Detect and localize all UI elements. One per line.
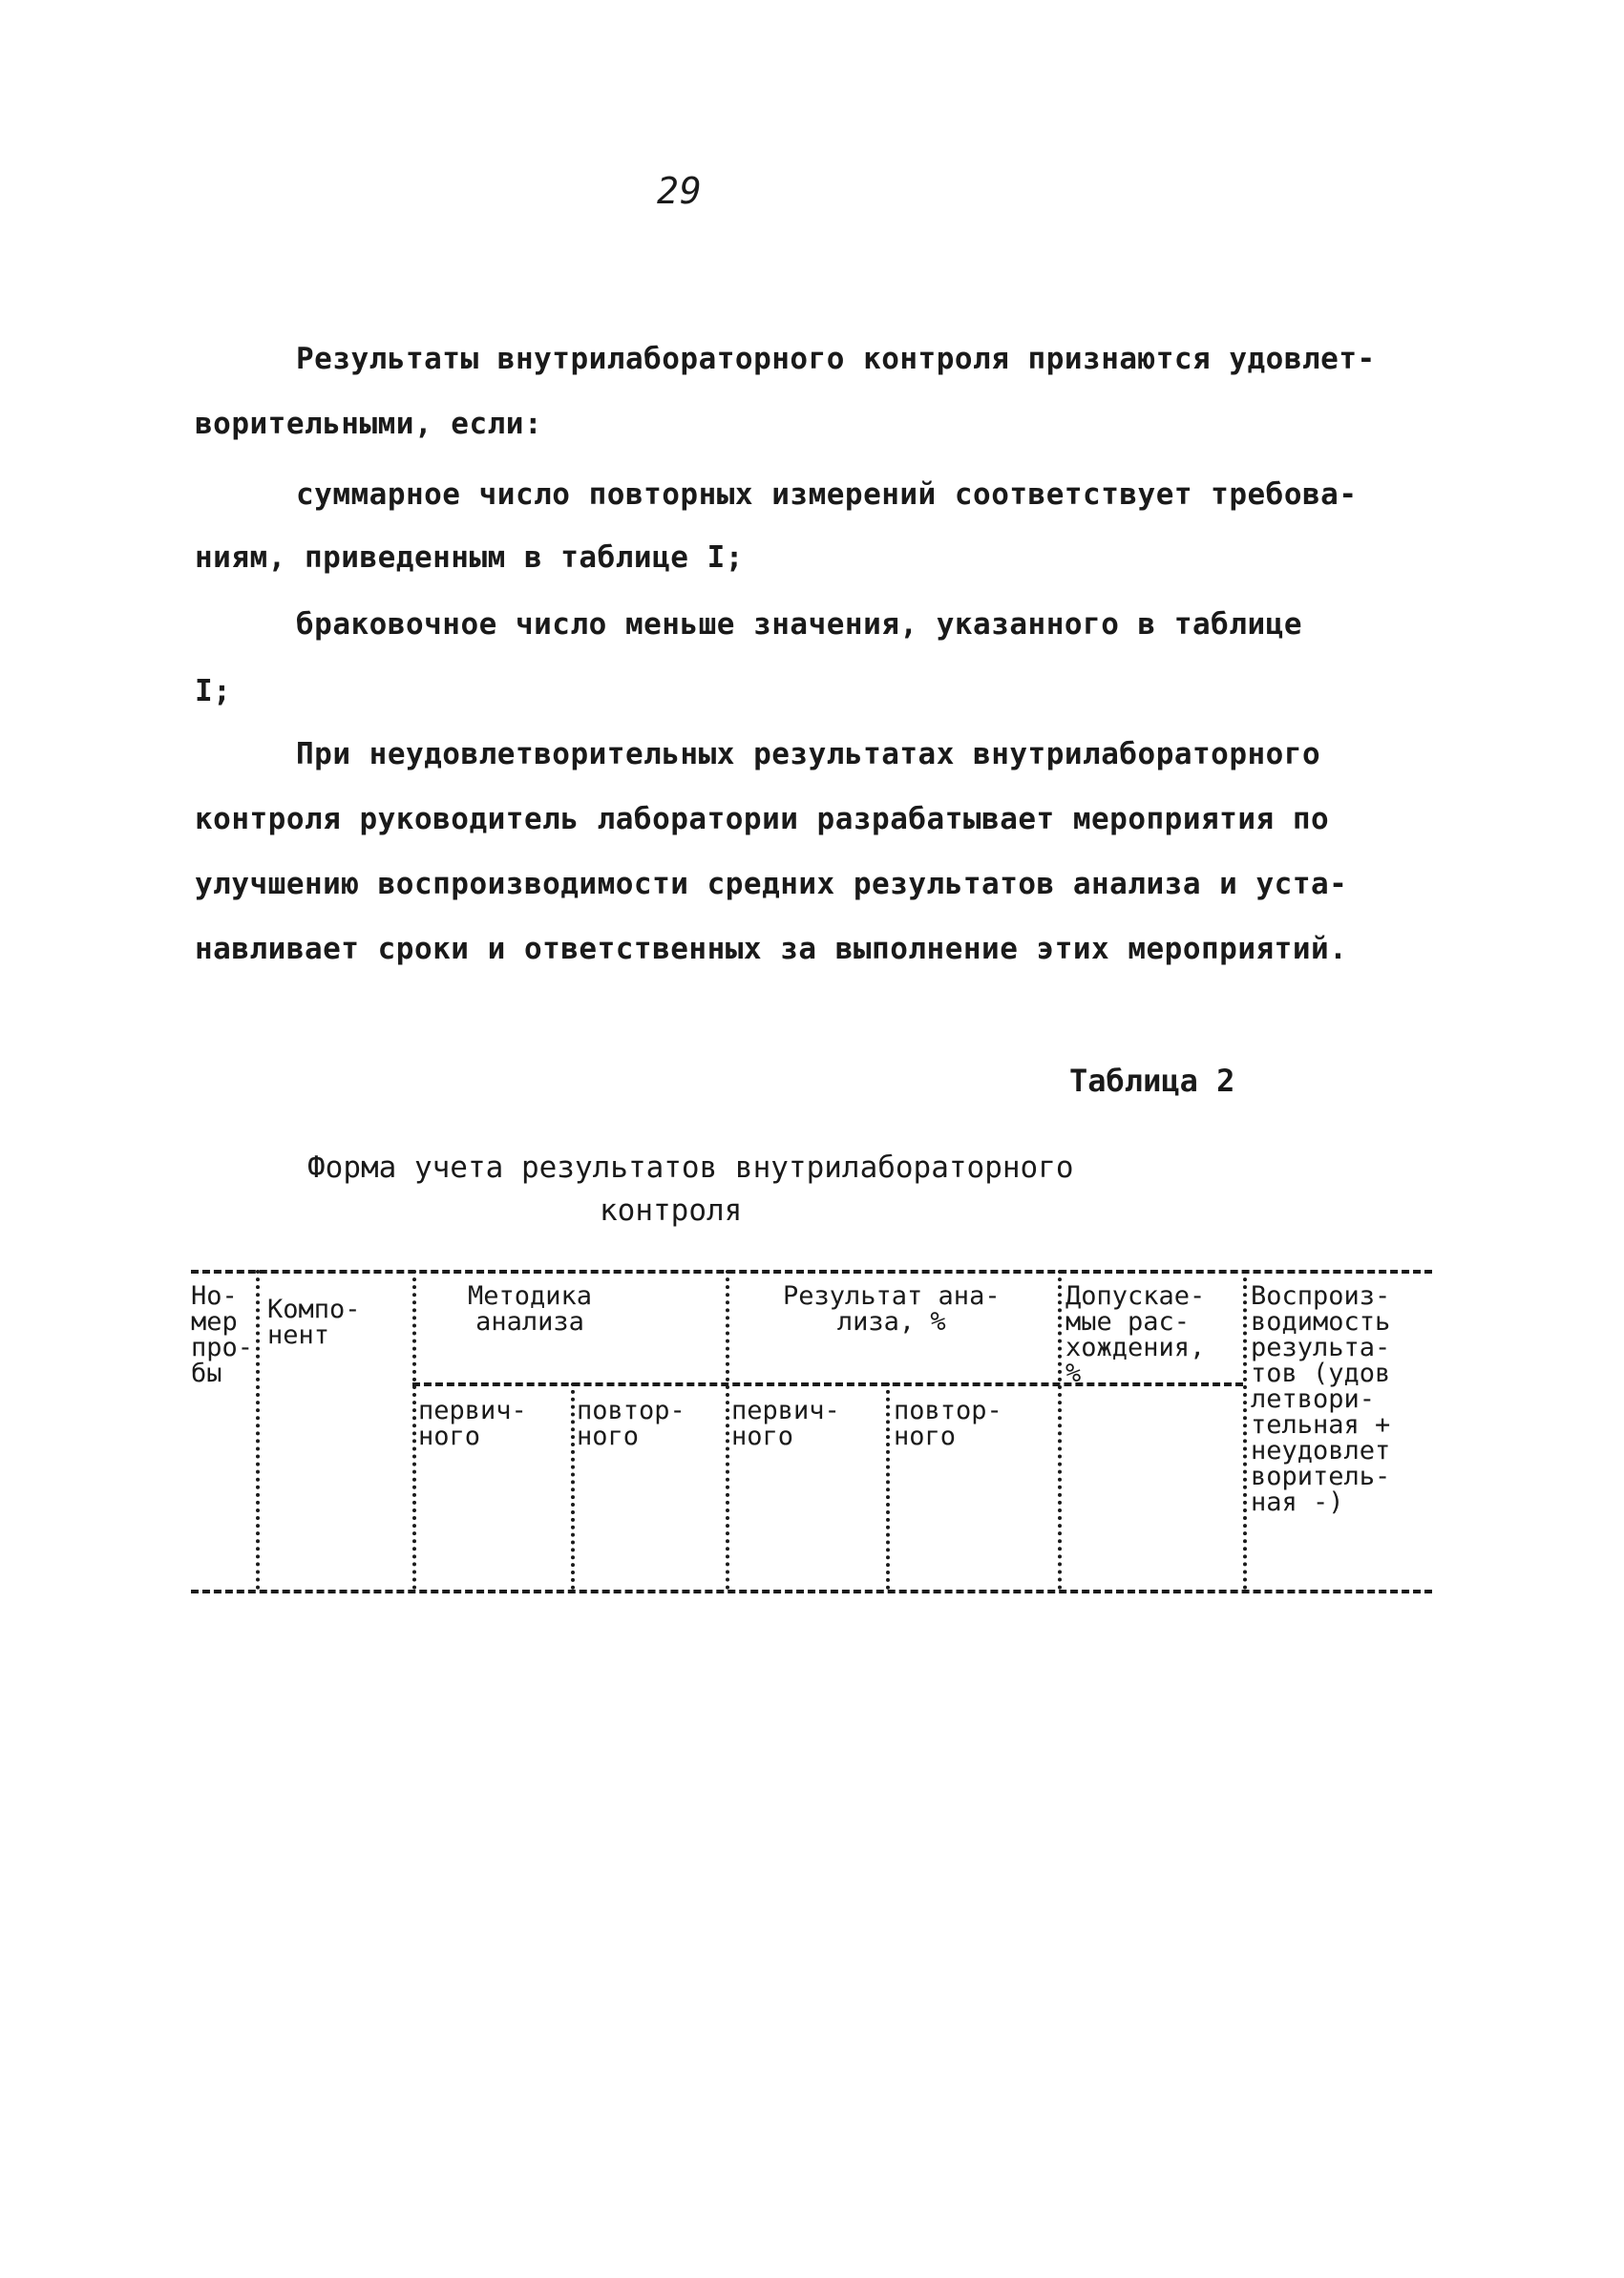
column-divider — [886, 1382, 890, 1590]
table-title: контроля — [600, 1193, 743, 1228]
results-table — [191, 1270, 1432, 1604]
column-divider — [412, 1270, 416, 1590]
paragraph-line: улучшению воспроизводимости средних результатов анализа и уста- — [195, 867, 1348, 901]
header-sample-number: Но- мер про- бы — [191, 1281, 254, 1388]
paragraph-line: ниям, приведенным в таблице I; — [195, 540, 744, 575]
table-title: Форма учета результатов внутрилабораторного — [307, 1150, 1074, 1185]
paragraph-line: браковочное число меньше значения, указанного в таблице — [296, 607, 1302, 642]
paragraph-line: ворительными, если: — [195, 407, 543, 441]
paragraph-line: При неудовлетворительных результатах внутрилабораторного — [296, 737, 1321, 771]
header-result-primary: первич- ного — [731, 1396, 840, 1451]
page-number: 29 — [657, 170, 703, 212]
header-tolerance: Допускае- мые рас- хождения, % — [1065, 1281, 1206, 1388]
header-method: Методика анализа — [468, 1281, 593, 1337]
header-component: Компо- нент — [267, 1295, 361, 1350]
header-result: Результат ана- лиза, % — [783, 1281, 1001, 1337]
column-divider — [726, 1270, 729, 1590]
table-bottom-rule — [191, 1590, 1432, 1593]
table-label: Таблица 2 — [1069, 1063, 1235, 1099]
paragraph-line: контроля руководитель лаборатории разрабатывает мероприятия по — [195, 802, 1330, 836]
paragraph-line: I; — [195, 674, 232, 708]
header-method-repeat: повтор- ного — [577, 1396, 685, 1451]
header-reproducibility: Воспроиз- водимость результа- тов (удов летвори- тельная + неудовлет воритель- ная -) — [1251, 1281, 1391, 1517]
paragraph-line: навливает сроки и ответственных за выполнение этих мероприятий. — [195, 932, 1348, 966]
paragraph-line: суммарное число повторных измерений соответствует требова- — [296, 477, 1358, 512]
column-divider — [1058, 1270, 1062, 1590]
column-divider — [571, 1382, 575, 1590]
header-result-repeat: повтор- ного — [894, 1396, 1002, 1451]
column-divider — [256, 1270, 260, 1590]
paragraph-line: Результаты внутрилабораторного контроля признаются удовлет- — [296, 342, 1376, 376]
header-method-primary: первич- ного — [418, 1396, 527, 1451]
column-divider — [1243, 1270, 1247, 1590]
